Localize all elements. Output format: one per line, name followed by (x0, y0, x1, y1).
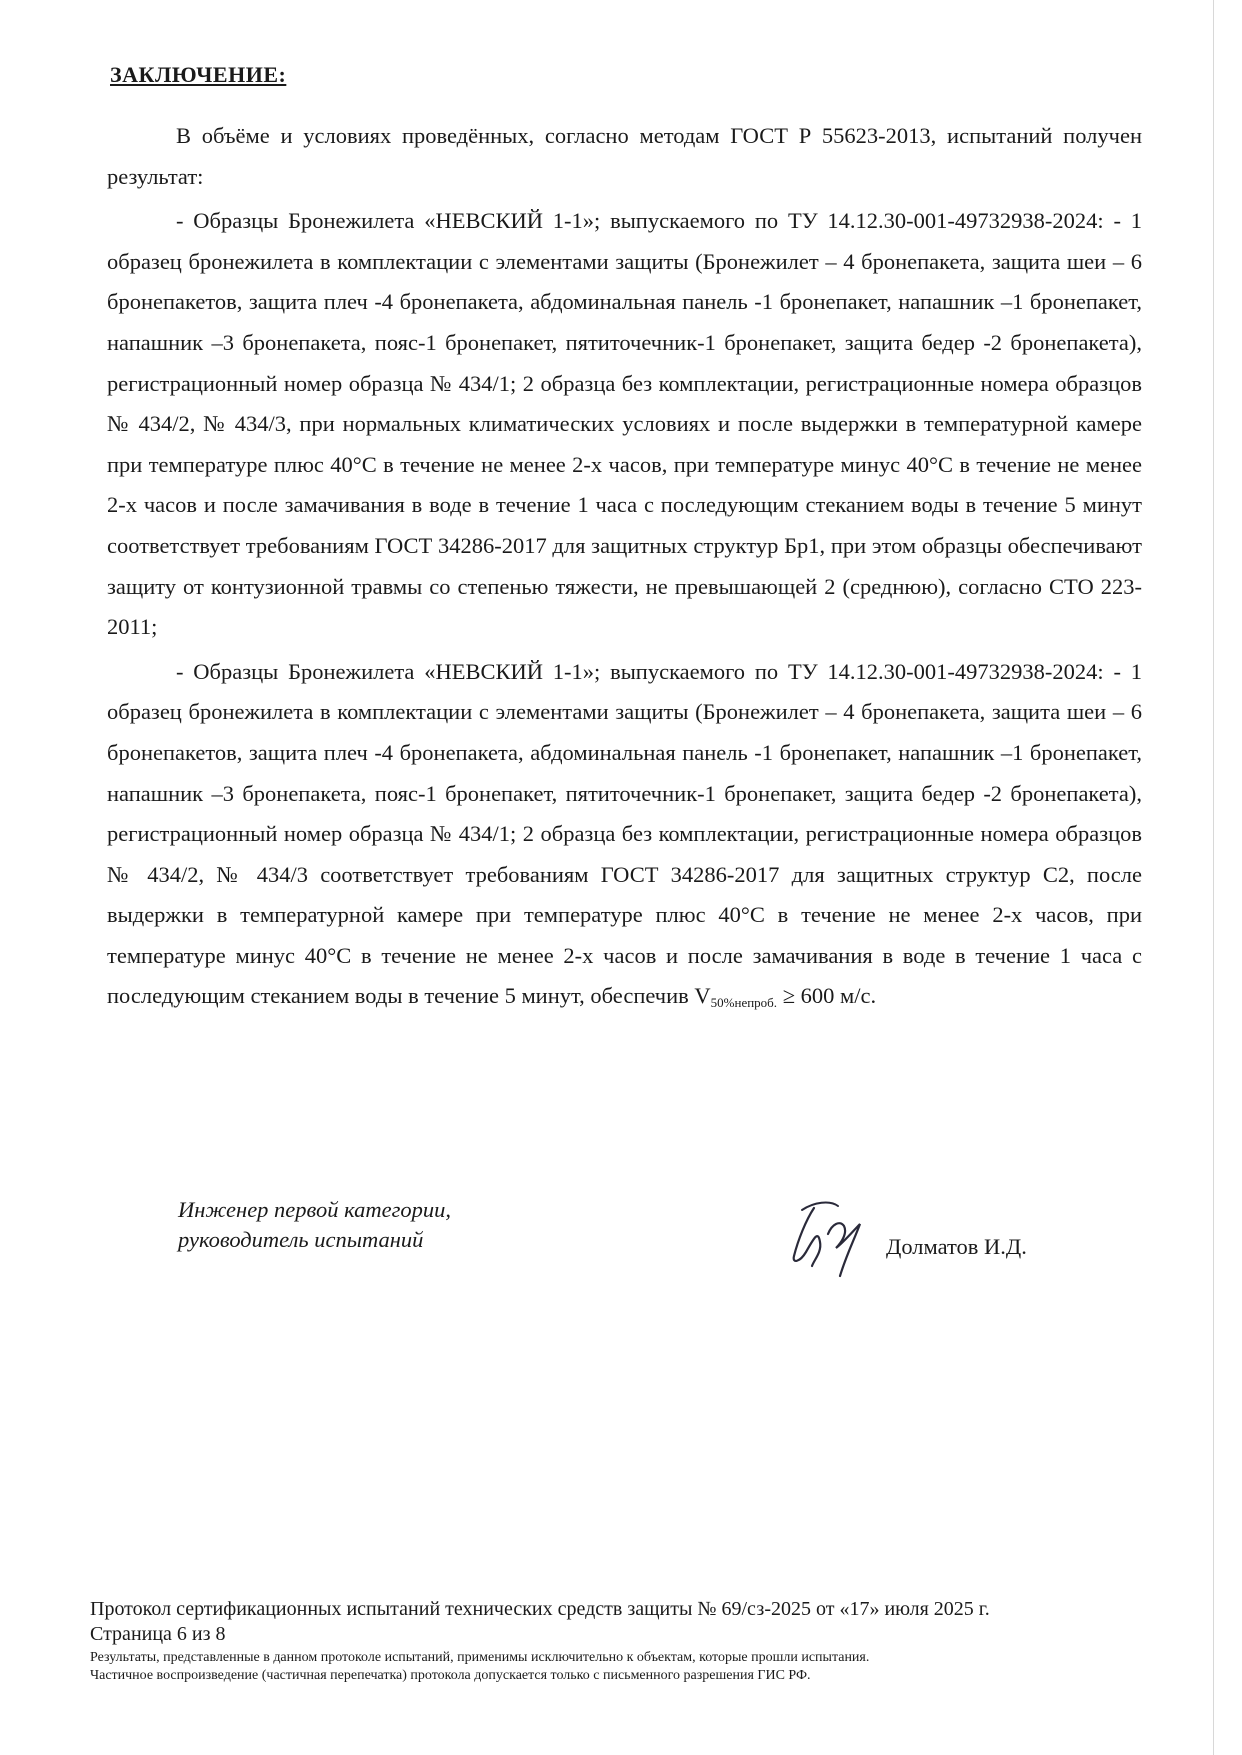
conclusion-body (107, 116, 1142, 1024)
footer-note-results: Результаты, представленные в данном протоколе испытаний, применимы исключительно к объектам, которые прошли испытания. (90, 1650, 870, 1665)
intro-paragraph: В объёме и условиях проведённых, согласно методам ГОСТ Р 55623-2013, испытаний получен результат: (107, 123, 1142, 189)
result-paragraph-c2-text: - Образцы Бронежилета «НЕВСКИЙ 1-1»; выпускаемого по ТУ 14.12.30-001-49732938-2024: - 1 образец бронежилета в комплектации с элементами защиты (Бронежилет – 4 бронепакета, защита шеи – 6 бронепакетов, защита плеч -4 бронепакета, абдоминальная панель -1 бронепакет, напашник –1 бронепакет, напашник –3 бронепакета, пояс-1 бронепакет, пятиточечник-1 бронепакет, защита бедер -2 бронепакета), регистрационный номер образца № 434/1; 2 образца без комплектации, регистрационные номера образцов № 434/2, № 434/3 соответствует требованиям ГОСТ 34286-2017 для защитных структур С2, после выдержки в температурной камере при температуре плюс 40°С в течение не менее 2-х часов, при температуре минус 40°С в течение не менее 2-х часов и после замачивания в воде в течение 1 часа с последующим стеканием воды в течение 5 минут, обеспечив V (107, 658, 1142, 1009)
velocity-subscript: 50%непроб. (710, 995, 778, 1011)
signatory-name: Долматов И.Д. (886, 1234, 1027, 1259)
footer-page-number: Страница 6 из 8 (90, 1623, 226, 1645)
velocity-value: ≥ 600 м/с. (777, 983, 877, 1009)
result-paragraph-c2 (107, 652, 1142, 1024)
signatory-title (178, 1195, 451, 1255)
signatory-title-line2: руководитель испытаний (178, 1227, 424, 1252)
footer-protocol: Протокол сертификационных испытаний технических средств защиты № 69/сз-2025 от «17» июля 2025 г. (90, 1598, 990, 1620)
handwritten-signature (784, 1190, 874, 1280)
page-footer (90, 1597, 1210, 1685)
footer-note-reproduction: Частичное воспроизведение (частичная перепечатка) протокола допускается только с письменного разрешения ГИС РФ. (90, 1668, 811, 1683)
result-paragraph-br1: - Образцы Бронежилета «НЕВСКИЙ 1-1»; выпускаемого по ТУ 14.12.30-001-49732938-2024: - 1 образец бронежилета в комплектации с элементами защиты (Бронежилет – 4 бронепакета, защита шеи – 6 бронепакетов, защита плеч -4 бронепакета, абдоминальная панель -1 бронепакет, напашник –1 бронепакет, напашник –3 бронепакета, пояс-1 бронепакет, пятиточечник-1 бронепакет, защита бедер -2 бронепакета), регистрационный номер образца № 434/1; 2 образца без комплектации, регистрационные номера образцов № 434/2, № 434/3, при нормальных климатических условиях и после выдержки в температурной камере при температуре плюс 40°С в течение не менее 2-х часов, при температуре минус 40°С в течение не менее 2-х часов и после замачивания в воде в течение 1 часа с последующим стеканием воды в течение 5 минут соответствует требованиям ГОСТ 34286-2017 для защитных структур Бр1, при этом образцы обеспечивают защиту от контузионной травмы со степенью тяжести, не превышающей 2 (среднюю), согласно СТО 223-2011; (107, 208, 1142, 640)
signatory-title-line1: Инженер первой категории, (178, 1197, 451, 1222)
scan-edge-line (1213, 0, 1214, 1755)
conclusion-heading: ЗАКЛЮЧЕНИЕ: (110, 62, 287, 87)
